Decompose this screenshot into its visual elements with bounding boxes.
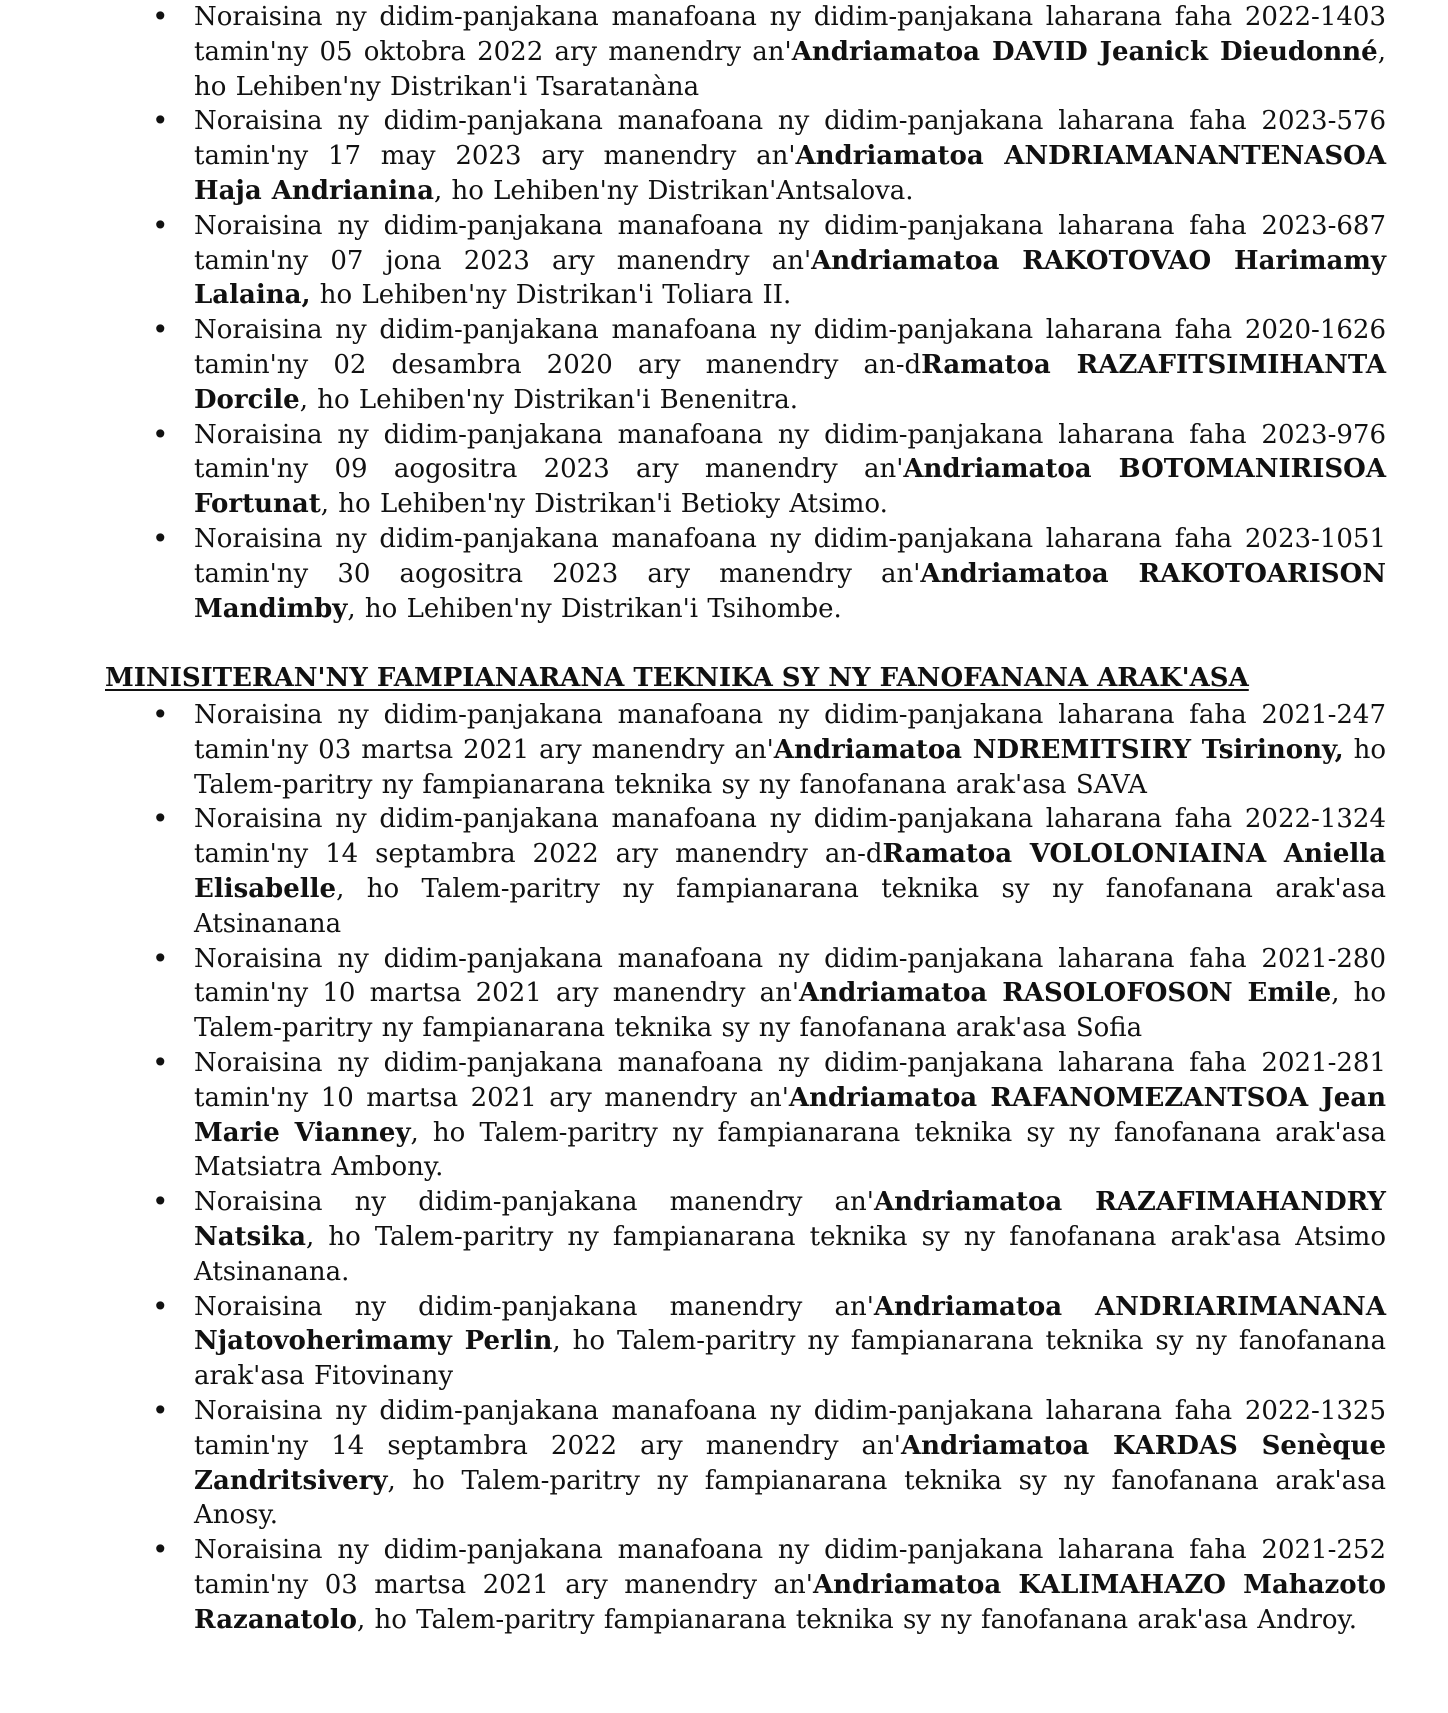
list-item xyxy=(152,104,1386,208)
decree-text: Noraisina ny didim-panjakana manendry an' xyxy=(194,1187,874,1218)
decree-list-a xyxy=(152,0,1386,626)
bullet-icon: • xyxy=(152,1533,169,1567)
decree-text: Noraisina ny didim-panjakana manafoana ny didim-panjakana laharana faha 2023-1051 tamin'ny 30 aogositra 2023 ary manendry an' xyxy=(194,523,1386,589)
bullet-icon: • xyxy=(152,698,169,731)
decree-text: Noraisina ny didim-panjakana manafoana ny didim-panjakana laharana faha 2023-976 tamin'ny 09 aogositra 2023 ary manendry an' xyxy=(194,419,1386,485)
appointee-name: Andriamatoa RAZAFIMAHANDRY Natsika xyxy=(194,1187,1386,1252)
position-text: , ho Talem-paritry ny fampianarana teknika sy ny fanofanana arak'asa Atsinanana xyxy=(194,873,1386,939)
decree-text: Noraisina ny didim-panjakana manendry an' xyxy=(194,1291,874,1322)
list-item xyxy=(152,313,1386,417)
decree-text: Noraisina ny didim-panjakana manafoana ny didim-panjakana laharana faha 2020-1626 tamin'ny 02 desambra 2020 ary manendry an-d xyxy=(194,315,1386,380)
position-text: ho Talem-paritry ny fampianarana teknika sy ny fanofanana arak'asa SAVA xyxy=(194,734,1387,800)
bullet-icon: • xyxy=(152,313,169,347)
district-chiefs-section xyxy=(152,0,1386,626)
list-item xyxy=(152,417,1386,522)
position-text: , ho Lehiben'ny Distrikan'i Tsaratanàna xyxy=(194,36,1386,102)
bullet-icon: • xyxy=(152,1185,169,1219)
appointee-name: Andriamatoa ANDRIAMANANTENASOA Haja Andrianina xyxy=(194,141,1386,206)
decree-text: Noraisina ny didim-panjakana manafoana ny didim-panjakana laharana faha 2021-252 tamin'ny 03 martsa 2021 ary manendry an' xyxy=(194,1535,1386,1600)
list-item xyxy=(152,1393,1386,1533)
appointee-name: Ramatoa RAZAFITSIMIHANTA Dorcile xyxy=(194,349,1386,415)
bullet-icon: • xyxy=(152,0,169,33)
position-text: , ho Lehiben'ny Distrikan'i Betioky Atsimo. xyxy=(320,489,888,520)
list-item xyxy=(152,698,1387,802)
position-text: , ho Talem-paritry ny fampianarana teknika sy ny fanofanana arak'asa Matsiatra Ambony. xyxy=(194,1117,1386,1183)
list-item xyxy=(152,1185,1386,1289)
appointee-name: Andriamatoa RAFANOMEZANTSOA Jean Marie Vianney xyxy=(194,1082,1386,1148)
appointee-name: Andriamatoa RAKOTOVAO Harimamy Lalaina, xyxy=(194,245,1386,311)
ministry-heading: MINISITERAN'NY FAMPIANARANA TEKNIKA SY NY FANOFANANA ARAK'ASA xyxy=(105,663,1249,693)
position-text: , ho Lehiben'ny Distrikan'Antsalova. xyxy=(433,175,914,206)
bullet-icon: • xyxy=(152,802,169,836)
list-item xyxy=(152,0,1386,104)
list-item xyxy=(152,521,1386,626)
position-text: , ho Lehiben'ny Distrikan'i Tsihombe. xyxy=(347,593,842,624)
position-text: , ho Lehiben'ny Distrikan'i Benenitra. xyxy=(299,384,798,415)
position-text: , ho Talem-paritry ny fampianarana teknika sy ny fanofanana arak'asa Anosy. xyxy=(194,1465,1386,1531)
bullet-icon: • xyxy=(152,104,169,138)
bullet-icon: • xyxy=(152,1393,169,1427)
appointee-name: Andriamatoa KALIMAHAZO Mahazoto Razanatolo xyxy=(194,1569,1386,1635)
decree-text: Noraisina ny didim-panjakana manafoana ny didim-panjakana laharana faha 2022-1324 tamin'ny 14 septambra 2022 ary manendry an-d xyxy=(194,804,1386,870)
decree-text: Noraisina ny didim-panjakana manafoana ny didim-panjakana laharana faha 2022-1403 tamin'ny 05 oktobra 2022 ary manendry an' xyxy=(194,2,1386,67)
list-item xyxy=(152,208,1386,313)
list-item xyxy=(152,1045,1386,1185)
bullet-icon: • xyxy=(152,417,169,451)
appointee-name: Andriamatoa RAKOTOARISON Mandimby xyxy=(194,558,1386,624)
position-text: ho Lehiben'ny Distrikan'i Toliara II. xyxy=(310,280,792,311)
decree-text: Noraisina ny didim-panjakana manafoana ny didim-panjakana laharana faha 2021-281 tamin'ny 10 martsa 2021 ary manendry an' xyxy=(194,1047,1386,1113)
position-text: , ho Talem-paritry ny fampianarana teknika sy ny fanofanana arak'asa Sofia xyxy=(194,978,1386,1044)
position-text: , ho Talem-paritry ny fampianarana teknika sy ny fanofanana arak'asa Atsimo Atsinanana. xyxy=(194,1221,1386,1287)
regional-directors-section xyxy=(152,698,1387,1638)
appointee-name: Andriamatoa KARDAS Senèque Zandritsivery xyxy=(194,1430,1386,1496)
decree-text: Noraisina ny didim-panjakana manafoana ny didim-panjakana laharana faha 2023-687 tamin'ny 07 jona 2023 ary manendry an' xyxy=(194,210,1386,276)
decree-text: Noraisina ny didim-panjakana manafoana ny didim-panjakana laharana faha 2021-247 tamin'ny 03 martsa 2021 ary manendry an' xyxy=(194,700,1386,765)
decree-text: Noraisina ny didim-panjakana manafoana ny didim-panjakana laharana faha 2022-1325 tamin'ny 14 septambra 2022 ary manendry an' xyxy=(194,1395,1386,1461)
decree-list-b xyxy=(152,698,1387,1638)
list-item xyxy=(152,1533,1386,1637)
appointee-name: Andriamatoa NDREMITSIRY Tsirinony, xyxy=(773,734,1344,765)
decree-text: Noraisina ny didim-panjakana manafoana ny didim-panjakana laharana faha 2023-576 tamin'ny 17 may 2023 ary manendry an' xyxy=(194,106,1386,172)
bullet-icon: • xyxy=(152,1289,169,1323)
appointee-name: Andriamatoa ANDRIARIMANANA Njatovoherimamy Perlin xyxy=(194,1291,1386,1357)
list-item xyxy=(152,941,1386,1046)
list-item xyxy=(152,1289,1386,1394)
bullet-icon: • xyxy=(152,521,169,555)
bullet-icon: • xyxy=(152,208,169,242)
appointee-name: Andriamatoa DAVID Jeanick Dieudonné xyxy=(791,36,1378,67)
appointee-name: Andriamatoa BOTOMANIRISOA Fortunat xyxy=(194,454,1386,520)
list-item xyxy=(152,802,1386,941)
position-text: , ho Talem-paritry ny fampianarana teknika sy ny fanofanana arak'asa Fitovinany xyxy=(194,1326,1386,1392)
appointee-name: Ramatoa VOLOLONIAINA Aniella Elisabelle xyxy=(194,839,1386,904)
appointee-name: Andriamatoa RASOLOFOSON Emile xyxy=(799,978,1332,1009)
decree-text: Noraisina ny didim-panjakana manafoana ny didim-panjakana laharana faha 2021-280 tamin'ny 10 martsa 2021 ary manendry an' xyxy=(194,943,1386,1009)
bullet-icon: • xyxy=(152,941,169,975)
position-text: , ho Talem-paritry fampianarana teknika sy ny fanofanana arak'asa Androy. xyxy=(356,1604,1358,1635)
bullet-icon: • xyxy=(152,1045,169,1079)
